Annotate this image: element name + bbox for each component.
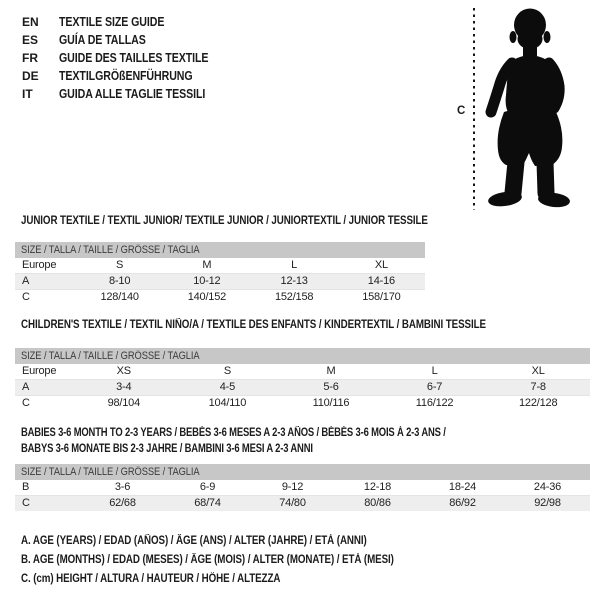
junior-size-table <box>15 258 425 305</box>
height-marker-label: C <box>457 105 466 117</box>
footnote-text: A. AGE (YEARS) / EDAD (AÑOS) / ÂGE (ANS) / ALTER (JAHRE) / ETÀ (ANNI) <box>21 535 367 547</box>
value-cell: 80/86 <box>364 497 391 509</box>
language-title: GUÍA DE TALLAS <box>59 33 146 47</box>
section-title-babies <box>21 426 581 457</box>
baby-silhouette <box>456 0 600 215</box>
value-cell: 62/68 <box>109 497 136 509</box>
language-title: GUIDA ALLE TAGLIE TESSILI <box>59 87 206 101</box>
value-cell: 104/110 <box>208 397 247 409</box>
language-row <box>22 49 235 67</box>
value-cell: 122/128 <box>519 397 558 409</box>
language-title: GUIDE DES TAILLES TEXTILE <box>59 51 209 65</box>
table-row <box>15 396 590 412</box>
value-cell: L <box>291 259 298 271</box>
language-row <box>22 85 235 103</box>
value-cell: S <box>223 365 231 377</box>
section-title-junior <box>21 215 500 228</box>
row-label-cell: Europe <box>22 259 57 271</box>
value-cell: 4-5 <box>219 381 236 393</box>
language-code: ES <box>22 33 39 47</box>
value-cell: 98/104 <box>107 397 141 409</box>
size-header-bar <box>15 348 590 364</box>
row-label-cell: Europe <box>22 365 57 377</box>
footnote-text: C. (cm) HEIGHT / ALTURA / HAUTEUR / HÖHE / ALTEZZA <box>21 573 281 585</box>
value-cell: M <box>202 259 212 271</box>
value-cell: 24-36 <box>533 481 562 493</box>
section-title-text: CHILDREN'S TEXTILE / TEXTIL NIÑO/A / TEXTILE DES ENFANTS / KINDERTEXTIL / BAMBINI TESSILE <box>21 319 486 331</box>
size-header-bar <box>15 464 590 480</box>
language-code: EN <box>22 15 39 29</box>
language-code: DE <box>22 69 39 83</box>
value-cell: 3-4 <box>116 381 132 393</box>
table-row <box>15 258 425 274</box>
table-row <box>15 480 590 496</box>
row-label-cell: A <box>22 381 30 393</box>
size-header-text: SIZE / TALLA / TAILLE / GRÖSSE / TAGLIA <box>21 466 200 478</box>
row-label-cell: C <box>22 497 30 509</box>
figure-baby <box>456 0 600 215</box>
section-title-text: JUNIOR TEXTILE / TEXTIL JUNIOR/ TEXTILE JUNIOR / JUNIORTEXTIL / JUNIOR TESSILE <box>21 215 428 227</box>
value-cell: 7-8 <box>530 381 546 393</box>
babies-size-table-body <box>15 480 590 511</box>
value-cell: XL <box>531 365 545 377</box>
value-cell: 152/158 <box>274 291 314 303</box>
value-cell: 92/98 <box>534 497 561 509</box>
language-title-list <box>22 13 235 103</box>
section-title-children <box>21 319 568 332</box>
value-cell: M <box>326 365 336 377</box>
language-title: TEXTILE SIZE GUIDE <box>59 15 165 29</box>
value-cell: 10-12 <box>193 275 221 287</box>
language-row <box>22 67 235 85</box>
row-label-cell: A <box>22 275 30 287</box>
table-row <box>15 290 425 306</box>
footnote-text: B. AGE (MONTHS) / EDAD (MESES) / ÂGE (MOIS) / ALTER (MONATE) / ETÀ (MESI) <box>21 554 394 566</box>
value-cell: 128/140 <box>100 291 139 303</box>
value-cell: 12-18 <box>363 481 392 493</box>
value-cell: 12-13 <box>280 275 308 287</box>
value-cell: 158/170 <box>362 291 401 303</box>
value-cell: 86/92 <box>449 497 476 509</box>
footnote-height-cm <box>21 568 460 587</box>
value-cell: 5-6 <box>323 381 339 393</box>
language-title: TEXTILGRÖßENFÜHRUNG <box>59 69 193 83</box>
baby-shape <box>487 9 570 209</box>
value-cell: 68/74 <box>194 497 221 509</box>
value-cell: 110/116 <box>312 397 350 409</box>
section-title-text: BABIES 3-6 MONTH TO 2-3 YEARS / BEBÉS 3-6 MESES A 2-3 AÑOS / BÉBÉS 3-6 MOIS À 2-3 ANS / BABYS 3-6 MONATE BIS 2-3 JAHRE / BAMBINI 3-6 MESI A 2-3 ANNI <box>21 427 446 455</box>
size-header-text: SIZE / TALLA / TAILLE / GRÖSSE / TAGLIA <box>21 350 200 362</box>
table-row <box>15 274 425 290</box>
language-row <box>22 13 235 31</box>
junior-size-table-body <box>15 258 425 305</box>
value-cell: 6-9 <box>199 481 216 493</box>
value-cell: 140/152 <box>187 291 227 303</box>
language-code: FR <box>22 51 38 65</box>
footnote-age-months <box>21 549 460 568</box>
value-cell: XL <box>374 259 388 271</box>
footnotes <box>21 530 460 587</box>
row-label-cell: C <box>22 397 30 409</box>
size-header-text: SIZE / TALLA / TAILLE / GRÖSSE / TAGLIA <box>21 244 200 256</box>
children-size-table <box>15 364 590 411</box>
value-cell: 74/80 <box>279 497 306 509</box>
value-cell: 14-16 <box>367 275 395 287</box>
row-label-cell: C <box>22 291 30 303</box>
value-cell: 6-7 <box>426 381 443 393</box>
language-code: IT <box>22 87 33 101</box>
table-row <box>15 496 590 512</box>
value-cell: 3-6 <box>114 481 131 493</box>
language-row <box>22 31 235 49</box>
row-label-cell: B <box>22 481 30 493</box>
value-cell: 18-24 <box>448 481 477 493</box>
footnote-age-years <box>21 530 460 549</box>
children-size-table-body <box>15 364 590 411</box>
size-header-bar <box>15 242 425 258</box>
value-cell: 8-10 <box>109 275 131 287</box>
value-cell: 9-12 <box>281 481 304 493</box>
table-row <box>15 364 590 380</box>
value-cell: S <box>116 259 124 271</box>
value-cell: L <box>431 365 438 377</box>
value-cell: 116/122 <box>415 397 454 409</box>
babies-size-table <box>15 480 590 511</box>
table-row <box>15 380 590 396</box>
value-cell: XS <box>116 365 131 377</box>
